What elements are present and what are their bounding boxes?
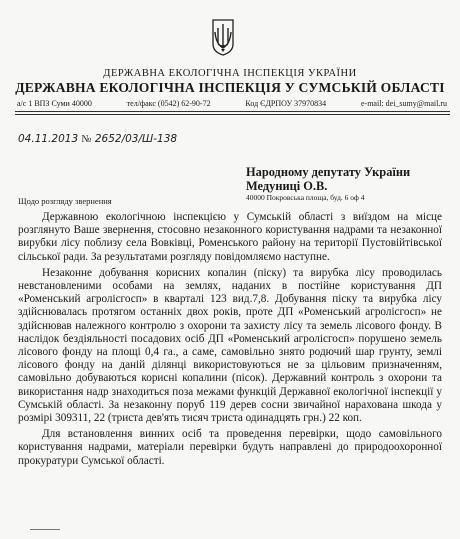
body-paragraph-2: Незаконне добування корисних копалин (піску) та вирубка лісу проводилась невстановленими особами на землях, наданих в постійне користування ДП «Роменський агролісгосп» в кварталі 123 вид.7,8. Добування піску та вирубка лісу здійснювалась протягом останніх двох років, проте ДП «Роменський агролісгосп» не здійснював належного контролю з охорони та захисту лісу та земель лісового фонду. В наслідок бездіяльності посадових осіб ДП «Роменський агролісгосп» порушено земель лісового фонду на площі 0,4 га., а саме, самовільно знято родючий шар грунту, землі лісового фонду на даній ділянці використовуються не за цільовим призначенням, самовільно добуваються корисні копалини (пісок). Державний контроль з охорони та використання надр знаходиться поза межами функцій Державної екологічної інспекції у Сумській області. За незаконну поруб 119 дерев сосни звичайної нарахована шкода у розмірі 309311, 22 (триста дев'ять тисяч триста одинадцять грн.) 22 коп. <box>18 266 442 425</box>
header-rule-bottom <box>15 114 450 115</box>
header-rule-top <box>15 111 450 112</box>
registration-line <box>18 133 177 145</box>
letter-body <box>18 211 442 471</box>
addressee-name: Медуниці О.В. <box>246 179 328 193</box>
contact-phone: тел/факс (0542) 62-90-72 <box>126 99 211 108</box>
addressee-address: 40000 Покровська площа, буд. 6 оф 4 <box>246 193 365 202</box>
contact-edrpou: Код ЄДРПОУ 37970834 <box>245 99 327 108</box>
signature-stub <box>30 529 60 533</box>
trident-emblem-icon <box>211 18 235 56</box>
body-paragraph-3: Для встановлення винних осіб та проведення перевірки, щодо самовільного користування надрами, матеріали перевірки будуть направлені до природоохоронної прокуратури Сумської області. <box>18 428 442 467</box>
org-parent-name: ДЕРЖАВНА ЕКОЛОГІЧНА ІНСПЕКЦІЯ УКРАЇНИ <box>103 68 357 79</box>
addressee-title: Народному депутату України <box>246 165 411 179</box>
registration-number: 2652/03/Ш-138 <box>94 133 178 145</box>
org-name: ДЕРЖАВНА ЕКОЛОГІЧНА ІНСПЕКЦІЯ У СУМСЬКІЙ ОБЛАСТІ <box>15 80 445 95</box>
contact-address: а/с 1 ВПЗ Суми 40000 <box>17 99 92 108</box>
contact-email: e-mail: dei_sumy@mail.ru <box>360 99 447 108</box>
registration-no-label: № <box>81 134 92 145</box>
contacts-line <box>17 99 447 108</box>
addressee-block <box>246 165 410 202</box>
subject-line: Щодо розгляду звернення <box>18 196 112 206</box>
body-paragraph-1: Державною екологічною інспекцією у Сумській області з виїздом на місце розглянуто Ваше звернення, стосовно незаконного користування надрами та незаконної вирубки лісу поблизу села Вовківці, Роменського району на території Пустовійтівської сільської ради. За результатами розгляду повідомляємо наступне. <box>18 211 442 263</box>
registration-date: 04.11.2013 <box>18 133 79 145</box>
